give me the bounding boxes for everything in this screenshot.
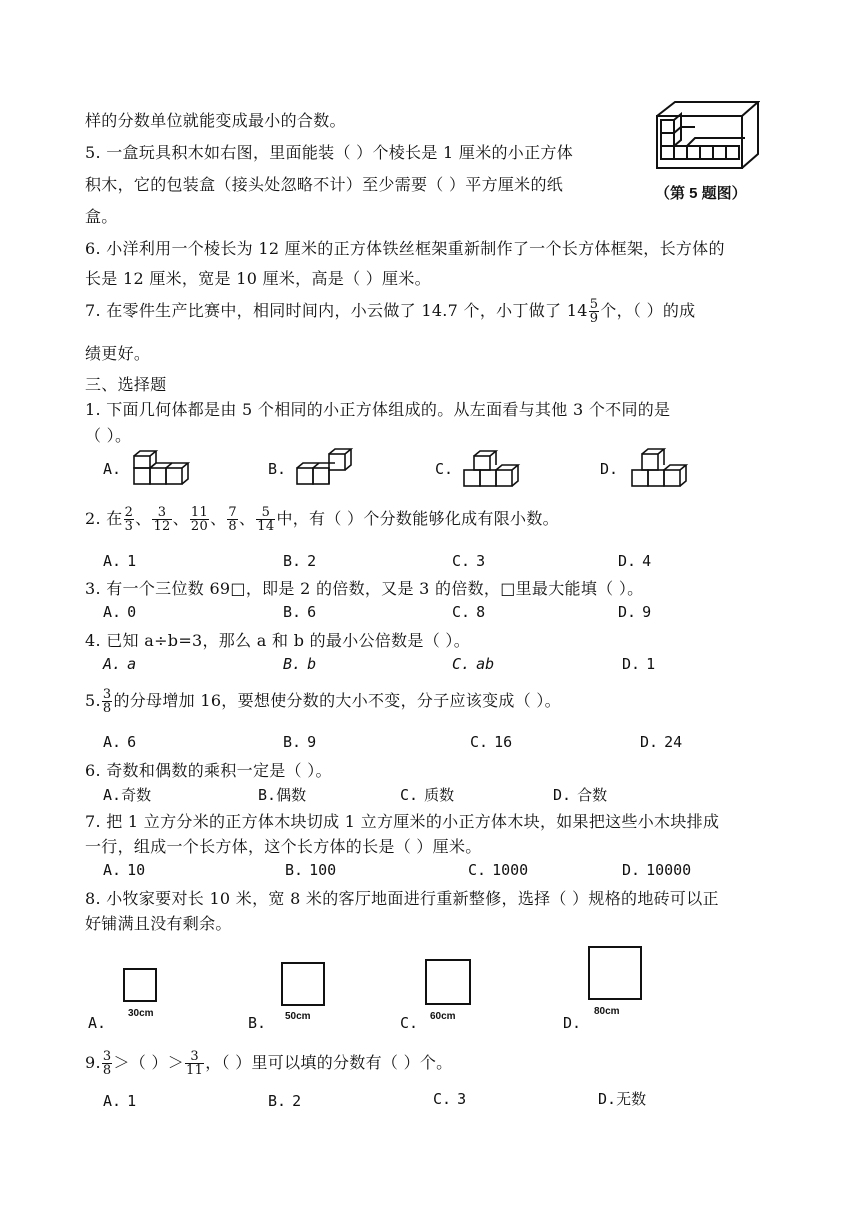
c2-option-c: C. 3 — [452, 552, 486, 570]
c1-option-a-cubes — [130, 448, 190, 488]
c1-line2: （ ）。 — [85, 426, 132, 445]
c3-option-b: B. 6 — [283, 603, 317, 621]
q5-box-figure — [655, 100, 760, 172]
q7-text-pre: 7. 在零件生产比赛中，相同时间内，小云做了 14.7 个，小丁做了 14 — [85, 301, 588, 320]
c8-option-d-letter: D. — [563, 1014, 582, 1032]
c1-option-d-cubes — [628, 446, 690, 490]
c9-option-b: B. 2 — [268, 1092, 302, 1110]
c3-option-c: C. 8 — [452, 603, 486, 621]
c8-line1: 8. 小牧家要对长 10 米，宽 8 米的客厅地面进行重新整修，选择（ ）规格的地砖可以正 — [85, 889, 719, 908]
intro-line: 样的分数单位就能变成最小的合数。 — [85, 111, 346, 130]
q7-line1 — [85, 298, 695, 325]
c8-tile-50cm-label: 50cm — [285, 1011, 311, 1022]
c2-line: 2. 在 $\frac{2}{3}$ 、 $\frac{3}{12}$ 、 $\frac{11}{20}$ 、 $\frac{7}{8}$ 、 $\frac{5}{14}$ 中，有（ ）个分数能够化成有限小数。 — [85, 505, 559, 534]
c2-fraction-4: $\frac{7}{8}$ — [228, 505, 237, 534]
q7-line2: 绩更好。 — [85, 344, 151, 363]
c8-tile-50cm — [281, 962, 325, 1006]
c8-option-a-letter: A. — [88, 1014, 107, 1032]
c4-line: 4. 已知 a÷b=3，那么 a 和 b 的最小公倍数是（ ）。 — [85, 631, 471, 650]
c1-option-b-label: B. — [268, 460, 287, 478]
c2-fraction-2: $\frac{3}{12}$ — [153, 505, 171, 534]
c8-tile-60cm — [425, 959, 471, 1005]
c5-option-a: A. 6 — [103, 733, 137, 751]
c1-option-b-cubes — [293, 446, 355, 488]
c7-line2: 一行，组成一个长方体，这个长方体的长是（ ）厘米。 — [85, 837, 482, 856]
c5-line: 5. $\frac{3}{8}$ 的分母增加 16，要想使分数的大小不变，分子应该变成（ ）。 — [85, 687, 561, 716]
c4-option-a: A. a — [103, 655, 137, 673]
c7-option-b: B. 100 — [285, 861, 337, 879]
c8-option-b-letter: B. — [248, 1014, 267, 1032]
c8-tile-60cm-label: 60cm — [430, 1011, 456, 1022]
c7-option-c: C. 1000 — [468, 861, 529, 879]
c2-fraction-3: $\frac{11}{20}$ — [190, 505, 209, 534]
c1-option-c-label: C. — [435, 460, 454, 478]
q5-line2: 积木，它的包装盒（接头处忽略不计）至少需要（ ）平方厘米的纸 — [85, 175, 564, 194]
c7-line1: 7. 把 1 立方分米的正方体木块切成 1 立方厘米的小正方体木块，如果把这些小木块排成 — [85, 812, 720, 831]
c6-option-b: B.偶数 — [258, 786, 307, 804]
c3-option-d: D. 9 — [618, 603, 652, 621]
c9-option-d: D.无数 — [598, 1090, 647, 1108]
c8-option-c-letter: C. — [400, 1014, 419, 1032]
c4-option-d: D. 1 — [622, 655, 656, 673]
c5-fraction: $\frac{3}{8}$ — [102, 687, 112, 716]
c6-option-a: A.奇数 — [103, 786, 152, 804]
c2-fraction-5: $\frac{5}{14}$ — [257, 505, 275, 534]
c8-tile-30cm-label: 30cm — [128, 1008, 154, 1019]
q5-figure-caption: （第 5 题图） — [655, 185, 747, 202]
c5-option-d: D. 24 — [640, 733, 683, 751]
c9-fraction-2: $\frac{3}{11}$ — [186, 1049, 204, 1078]
c8-tile-30cm — [123, 968, 157, 1002]
c1-option-c-cubes — [460, 448, 524, 490]
c4-option-c: C. ab — [452, 655, 495, 673]
c6-line: 6. 奇数和偶数的乘积一定是（ ）。 — [85, 761, 332, 780]
c2-option-b: B. 2 — [283, 552, 317, 570]
c8-tile-80cm-label: 80cm — [594, 1006, 620, 1017]
c6-option-d: D. 合数 — [553, 786, 608, 804]
c9-option-c: C. 3 — [433, 1090, 467, 1108]
c7-option-d: D. 10000 — [622, 861, 692, 879]
c4-option-b: B. b — [283, 655, 317, 673]
c5-option-c: C. 16 — [470, 733, 513, 751]
section-title: 三、选择题 — [85, 375, 167, 394]
c3-option-a: A. 0 — [103, 603, 137, 621]
c1-option-d-label: D. — [600, 460, 619, 478]
c5-option-b: B. 9 — [283, 733, 317, 751]
c1-line1: 1. 下面几何体都是由 5 个相同的小正方体组成的。从左面看与其他 3 个不同的是 — [85, 400, 671, 419]
q6-line2: 长是 12 厘米，宽是 10 厘米，高是（ ）厘米。 — [85, 269, 431, 288]
c2-option-d: D. 4 — [618, 552, 652, 570]
c7-option-a: A. 10 — [103, 861, 146, 879]
q5-line3: 盒。 — [85, 207, 118, 226]
c1-option-a-label: A. — [103, 460, 122, 478]
c9-option-a: A. 1 — [103, 1092, 137, 1110]
c9-line: 9. $\frac{3}{8}$ ＞（ ）＞ $\frac{3}{11}$ ，（ ）里可以填的分数有（ ）个。 — [85, 1049, 453, 1078]
c3-line: 3. 有一个三位数 69□，即是 2 的倍数，又是 3 的倍数，□里最大能填（ ）。 — [85, 579, 644, 598]
c8-tile-80cm — [588, 946, 642, 1000]
q6-line1: 6. 小洋利用一个棱长为 12 厘米的正方体铁丝框架重新制作了一个长方体框架，长方体的 — [85, 239, 725, 258]
c2-option-a: A. 1 — [103, 552, 137, 570]
c2-fraction-1: $\frac{2}{3}$ — [124, 505, 134, 534]
q7-text-post: 个，（ ）的成 — [600, 301, 696, 320]
c9-fraction-1: $\frac{3}{8}$ — [102, 1049, 112, 1078]
c6-option-c: C. 质数 — [400, 786, 455, 804]
q7-fraction: $\frac{5}{9}$ — [589, 297, 599, 326]
q5-line1: 5. 一盒玩具积木如右图，里面能装（ ）个棱长是 1 厘米的小正方体 — [85, 143, 573, 162]
c8-line2: 好铺满且没有剩余。 — [85, 914, 232, 933]
